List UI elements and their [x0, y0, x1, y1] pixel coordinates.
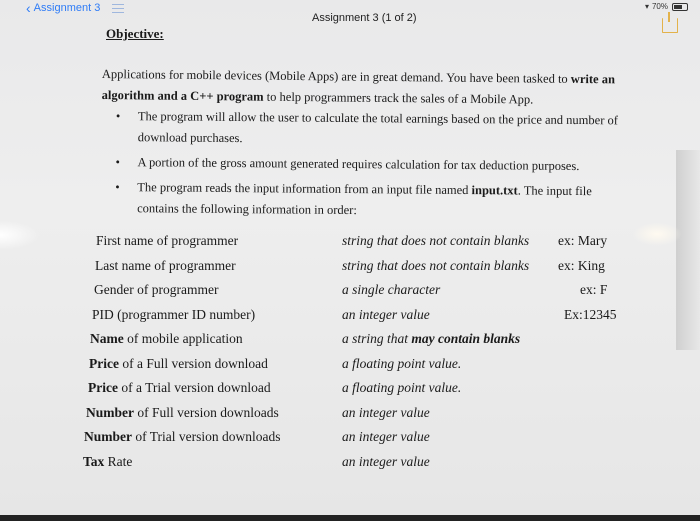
device-bezel — [0, 515, 700, 521]
wifi-icon: ▾ — [644, 2, 649, 11]
objective-heading: Objective: — [106, 26, 164, 41]
field-label-rest: of a Full version download — [118, 355, 268, 371]
battery-percent: 70% — [651, 2, 668, 11]
bullet-text-before: The program reads the input information from an input file named — [137, 180, 472, 198]
field-label-bold: Price — [88, 380, 118, 395]
table-row — [80, 282, 640, 307]
bullet-text: The program will allow the user to calculate the total earnings based on the price and number of download purchases. — [137, 109, 619, 146]
field-description: an integer value — [342, 404, 430, 420]
field-label-rest: of a Trial version download — [117, 380, 271, 395]
field-description: an integer value — [342, 429, 430, 444]
list-icon[interactable] — [112, 4, 124, 13]
field-description: string that does not contain blanks — [342, 257, 530, 273]
field-description: a floating point value. — [342, 355, 462, 371]
field-description: a single character — [342, 282, 441, 297]
field-desc-text: a string that — [342, 331, 412, 346]
field-description: string that does not contain blanks — [342, 233, 530, 248]
bullet-bold-filename: input.txt — [471, 183, 518, 198]
field-label-rest: of Full version downloads — [134, 404, 279, 420]
field-label: Gender of programmer — [94, 282, 219, 297]
field-label-bold: Number — [86, 404, 134, 420]
field-label: Last name of programmer — [95, 257, 236, 273]
field-description: an integer value — [342, 453, 430, 469]
field-label — [88, 380, 271, 396]
screen-glare — [632, 222, 682, 246]
field-desc-bold: may contain blanks — [411, 331, 521, 346]
back-label: Assignment 3 — [33, 2, 101, 14]
document-title: Assignment 3 (1 of 2) — [312, 12, 417, 24]
table-row — [80, 380, 640, 405]
field-example: ex: Mary — [558, 233, 608, 248]
table-row — [80, 405, 640, 430]
field-label — [90, 331, 243, 347]
field-example: ex: King — [558, 257, 605, 273]
field-label-bold: Name — [90, 331, 124, 346]
field-label-bold: Tax — [83, 453, 105, 469]
status-bar — [645, 2, 688, 11]
list-item — [116, 106, 636, 153]
field-label — [84, 429, 281, 445]
back-button[interactable] — [26, 2, 100, 14]
field-label-bold: Price — [89, 355, 119, 371]
list-item — [115, 152, 635, 178]
intro-bold: write an algorithm and a C++ program — [101, 71, 616, 104]
field-label: First name of programmer — [96, 233, 239, 248]
field-label — [89, 356, 268, 372]
bullet-list — [115, 106, 636, 228]
field-label — [86, 405, 279, 421]
field-label-bold: Number — [84, 429, 132, 444]
top-navigation-bar — [0, 0, 700, 26]
table-row — [80, 331, 640, 356]
field-label-rest: of Trial version downloads — [132, 429, 281, 444]
field-example: ex: F — [580, 282, 608, 297]
field-description — [342, 331, 520, 347]
field-example: Ex:12345 — [564, 306, 617, 322]
intro-text-1: Applications for mobile devices (Mobile Apps) are in great demand. You have been tasked to — [101, 66, 571, 86]
bullet-text: A portion of the gross amount generated requires calculation for tax deduction purposes. — [137, 155, 580, 174]
table-row — [80, 233, 640, 258]
bullet-icon: • — [115, 154, 120, 170]
table-row — [80, 258, 640, 283]
field-label-rest: of mobile application — [123, 331, 243, 346]
list-item — [115, 177, 635, 224]
table-row — [80, 454, 640, 479]
intro-paragraph — [102, 64, 642, 112]
bullet-text — [137, 180, 592, 217]
bullet-text-after: . The input file contains the following information in order: — [137, 183, 592, 218]
bullet-icon: • — [115, 179, 120, 195]
battery-icon — [672, 3, 688, 11]
field-description: a floating point value. — [342, 380, 462, 395]
field-label: PID (programmer ID number) — [92, 306, 256, 322]
table-row — [80, 429, 640, 454]
side-panel-edge — [676, 150, 700, 350]
input-fields-table — [80, 233, 640, 478]
field-label — [83, 454, 132, 470]
field-description: an integer value — [342, 306, 430, 322]
table-row — [80, 356, 640, 381]
bullet-icon: • — [115, 108, 121, 124]
intro-text-2: to help programmers track the sales of a Mobile App. — [263, 89, 534, 107]
screen-glare — [0, 220, 40, 250]
chevron-left-icon: ‹ — [26, 0, 31, 16]
field-label-rest: Rate — [104, 453, 133, 469]
document-page — [0, 26, 700, 521]
table-row — [80, 307, 640, 332]
